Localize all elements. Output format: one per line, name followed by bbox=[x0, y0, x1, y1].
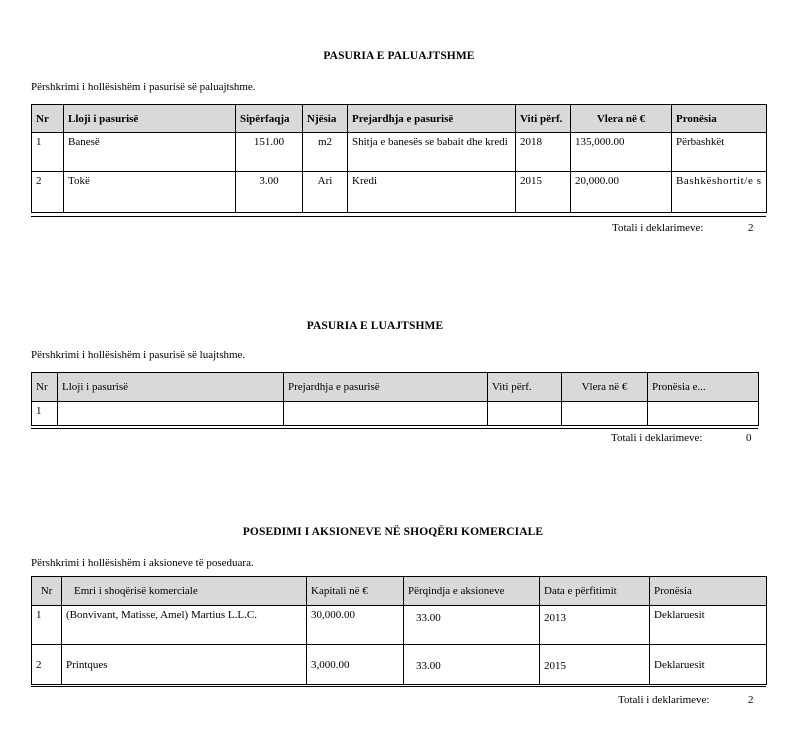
col-header-viti: Viti përf. bbox=[488, 373, 562, 402]
cell-vlera bbox=[562, 402, 648, 426]
col-header-lloji: Lloji i pasurisë bbox=[64, 105, 236, 133]
cell-pronesia: Bashkëshortit/e s bbox=[672, 172, 767, 213]
table-header-row bbox=[32, 105, 767, 133]
cell-njesia: m2 bbox=[303, 133, 348, 172]
cell-prejardhja: Kredi bbox=[348, 172, 516, 213]
table-row bbox=[32, 172, 767, 213]
table-header-row bbox=[32, 373, 759, 402]
shares-title: POSEDIMI I AKSIONEVE NË SHOQËRI KOMERCIALE bbox=[242, 526, 544, 538]
col-header-pronesia: Pronësia bbox=[672, 105, 767, 133]
cell-perqindja: 33.00 bbox=[404, 606, 540, 645]
movable-table bbox=[31, 372, 759, 426]
immovable-total-value: 2 bbox=[748, 222, 754, 234]
cell-viti: 2015 bbox=[516, 172, 571, 213]
cell-nr: 1 bbox=[32, 402, 58, 426]
cell-vlera: 20,000.00 bbox=[571, 172, 672, 213]
cell-siperfaqja: 3.00 bbox=[236, 172, 303, 213]
movable-title: PASURIA E LUAJTSHME bbox=[306, 320, 444, 332]
table-row bbox=[32, 606, 767, 645]
immovable-description: Përshkrimi i hollësishëm i pasurisë së paluajtshme. bbox=[31, 81, 256, 93]
cell-prejardhja bbox=[284, 402, 488, 426]
table-header-row bbox=[32, 577, 767, 606]
cell-vlera: 135,000.00 bbox=[571, 133, 672, 172]
col-header-kapitali: Kapitali në € bbox=[307, 577, 404, 606]
col-header-njesia: Njësia bbox=[303, 105, 348, 133]
table-bottom-rule bbox=[31, 686, 766, 687]
shares-table bbox=[31, 576, 767, 685]
col-header-data: Data e përfitimit bbox=[540, 577, 650, 606]
table-row bbox=[32, 402, 759, 426]
shares-description: Përshkrimi i hollësishëm i aksioneve të poseduara. bbox=[31, 557, 254, 569]
col-header-perqindja: Përqindja e aksioneve bbox=[404, 577, 540, 606]
col-header-nr: Nr bbox=[32, 373, 58, 402]
col-header-prejardhja: Prejardhja e pasurisë bbox=[284, 373, 488, 402]
movable-total-label: Totali i deklarimeve: bbox=[611, 432, 703, 444]
col-header-prejardhja: Prejardhja e pasurisë bbox=[348, 105, 516, 133]
table-bottom-rule bbox=[31, 216, 766, 217]
cell-lloji: Tokë bbox=[64, 172, 236, 213]
col-header-nr: Nr bbox=[32, 105, 64, 133]
col-header-pronesia: Pronësia e... bbox=[648, 373, 759, 402]
cell-pronesia: Deklaruesit bbox=[650, 606, 767, 645]
cell-emri: Printques bbox=[62, 645, 307, 685]
col-header-emri: Emri i shoqërisë komerciale bbox=[62, 577, 307, 606]
cell-kapitali: 30,000.00 bbox=[307, 606, 404, 645]
cell-pronesia bbox=[648, 402, 759, 426]
cell-pronesia: Përbashkët bbox=[672, 133, 767, 172]
shares-total-label: Totali i deklarimeve: bbox=[618, 694, 710, 706]
table-bottom-rule bbox=[31, 428, 758, 429]
cell-lloji: Banesë bbox=[64, 133, 236, 172]
cell-emri: (Bonvivant, Matisse, Amel) Martius L.L.C. bbox=[62, 606, 307, 645]
immovable-table bbox=[31, 104, 767, 213]
table-row bbox=[32, 645, 767, 685]
col-header-lloji: Lloji i pasurisë bbox=[58, 373, 284, 402]
col-header-vlera: Vlera në € bbox=[571, 105, 672, 133]
immovable-total-label: Totali i deklarimeve: bbox=[612, 222, 704, 234]
cell-nr: 2 bbox=[32, 172, 64, 213]
cell-perqindja: 33.00 bbox=[404, 645, 540, 685]
movable-description: Përshkrimi i hollësishëm i pasurisë së luajtshme. bbox=[31, 349, 246, 361]
cell-prejardhja: Shitja e banesës se babait dhe kredi bbox=[348, 133, 516, 172]
cell-viti bbox=[488, 402, 562, 426]
immovable-title: PASURIA E PALUAJTSHME bbox=[323, 50, 475, 62]
cell-data: 2013 bbox=[540, 606, 650, 645]
col-header-nr: Nr bbox=[32, 577, 62, 606]
cell-nr: 1 bbox=[32, 606, 62, 645]
cell-viti: 2018 bbox=[516, 133, 571, 172]
movable-total-value: 0 bbox=[746, 432, 752, 444]
cell-nr: 1 bbox=[32, 133, 64, 172]
col-header-vlera: Vlera në € bbox=[562, 373, 648, 402]
cell-pronesia: Deklaruesit bbox=[650, 645, 767, 685]
cell-kapitali: 3,000.00 bbox=[307, 645, 404, 685]
col-header-siperfaqja: Sipërfaqja bbox=[236, 105, 303, 133]
cell-njesia: Ari bbox=[303, 172, 348, 213]
cell-nr: 2 bbox=[32, 645, 62, 685]
table-row bbox=[32, 133, 767, 172]
cell-lloji bbox=[58, 402, 284, 426]
cell-siperfaqja: 151.00 bbox=[236, 133, 303, 172]
cell-data: 2015 bbox=[540, 645, 650, 685]
col-header-pronesia: Pronësia bbox=[650, 577, 767, 606]
shares-total-value: 2 bbox=[748, 694, 754, 706]
col-header-viti: Viti përf. bbox=[516, 105, 571, 133]
